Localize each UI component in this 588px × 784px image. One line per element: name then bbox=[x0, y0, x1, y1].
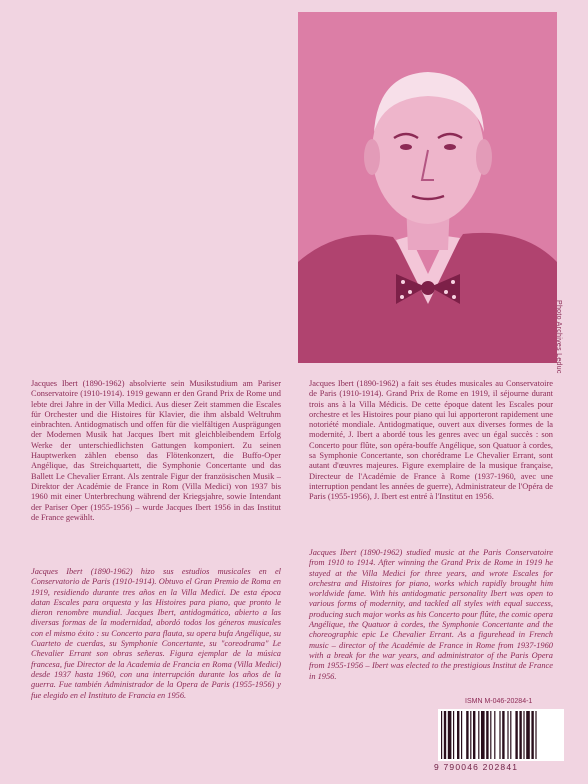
portrait-photo bbox=[298, 12, 557, 363]
barcode-bar bbox=[526, 711, 530, 759]
barcode-bar bbox=[453, 711, 454, 759]
barcode-bar bbox=[502, 711, 504, 759]
barcode-bar bbox=[519, 711, 521, 759]
barcode-bar bbox=[470, 711, 471, 759]
barcode-bar bbox=[490, 711, 491, 759]
barcode-bar bbox=[478, 711, 479, 759]
barcode-bar bbox=[507, 711, 508, 759]
barcode-bar bbox=[441, 711, 442, 759]
barcode-bar bbox=[499, 711, 500, 759]
barcode-bar bbox=[486, 711, 488, 759]
barcode-bar bbox=[457, 711, 459, 759]
barcode-bar bbox=[535, 711, 536, 759]
barcode-bar bbox=[466, 711, 468, 759]
barcode-bar bbox=[515, 711, 517, 759]
barcode-bar bbox=[481, 711, 485, 759]
barcode-bar bbox=[473, 711, 475, 759]
barcode-number: 9 790046 202841 bbox=[434, 762, 519, 772]
barcode-bar bbox=[461, 711, 462, 759]
biography-spanish: Jacques Ibert (1890-1962) hizo sus estudios musicales en el Conservatorio de Paris (1910-1914). Obtuvo el Gran Premio de Roma en 1919, residiendo durante tres años en la Villa Medici. De esta época datan Escales para orquesta y las Histoires para piano, que pronto le dieron renombre mundial. Jacques Ibert, antidogmático, abierto a las diversas formas de la modernidad, abordó todos los géneros musicales con el mismo éxito : su Concerto para flauta, su opera bufa Angélique, su Cuarteto de cuerdas, su Symphonie Concertante, su "coreodrama" Le Chevalier Errant son obras señeras. Figura ejemplar de la música francesa, fue Director de la Academia de Francia en Roma (Villa Medici) desde 1937 hasta 1960, con una interrupción durante los años de la guerra. Fue también Administrador de la Opera de Paris (1955-1956) y fue elegido en el Instituto de Francia en 1956. bbox=[31, 567, 281, 700]
ismn-label: ISMN M-046-20284-1 bbox=[465, 698, 533, 705]
photo-credit: Photo Archives Leduc bbox=[555, 300, 562, 374]
barcode-bar bbox=[448, 711, 452, 759]
barcode-bar bbox=[494, 711, 495, 759]
barcode-bar bbox=[531, 711, 533, 759]
biography-english: Jacques Ibert (1890-1962) studied music at the Paris Conservatoire from 1910 to 1914. After winning the Grand Prix de Rome in 1919 he stayed at the Villa Medici for three years, and wrote Escales for orchestra and Histoires for piano, works which rapidly brought him worldwide fame. With his antidogmatic personality Ibert was open to various forms of modernity, and tackled all styles with equal success, producing such major works as his Concerto pour flûte, the comic opera Angélique, the Quatuor à cordes, the Symphonie Concertante and the choreographic epic Le Chevalier Errant. As a figurehead in French music – director of the Académie de France in Rome from 1937-1960 with a break for the war years, and administrator of the Paris Opera from 1955-1956 – Ibert was elected to the prestigious Institut de France in 1956. bbox=[309, 548, 553, 681]
biography-german: Jacques Ibert (1890-1962) absolvierte sein Musikstudium am Pariser Conservatoire (1910-1914). 1919 gewann er den Grand Prix de Rome und lebte drei Jahre in der Villa Medici. Aus dieser Zeit stammen die Escales für Orchester und die Histoires für Klavier, die ihm alsbald Weltruhm einbrachten. Antidogmatisch und offen für die vielfältigen Ausprägungen der Modernen Musik hat Jacques Ibert mit gleichbleibendem Erfolg Werke der unterschiedlichsten Gattungen komponiert. Zu seinen Hauptwerken zählen ebenso das Flötenkonzert, die Buffo-Oper Angélique, das Streichquartett, die Symphonie Concertante und das Ballett Le Chevalier Errant. Als zentrale Figur der französischen Musik – Direktor der Académie de France in Rom (Villa Medici) von 1937 bis 1960 mit einer Unterbrechung während der Kriegsjahre, sowie Intendant der Pariser Oper (1955-1956) – wurde Jacques Ibert 1956 in das Institut de France gewählt. bbox=[31, 379, 281, 522]
barcode-bar bbox=[523, 711, 524, 759]
biography-french: Jacques Ibert (1890-1962) a fait ses études musicales au Conservatoire de Paris (1910-1914). Grand Prix de Rome en 1919, il séjourne durant trois ans à la Villa Médicis. De cette époque datent les Escales pour orchestre et les Histoires pour piano qui lui apporteront rapidement une notoriété mondiale. Antidogmatique, ouvert aux diverses formes de la modernité, J. Ibert a abordé tous les genres avec un égal succès : son Concerto pour flûte, son opéra-bouffe Angélique, son Quatuor à cordes, sa Symphonie Concertante, son chorédrame Le Chevalier Errant, sont autant d'œuvres majeures. Figure exemplaire de la musique française, Directeur de l'Académie de France à Rome (1937-1960, avec une interruption pendant les années de guerre), Administrateur de l'Opéra de Paris (1955-1956), J. Ibert est entré à l'Institut en 1956. bbox=[309, 379, 553, 502]
barcode-bar bbox=[444, 711, 446, 759]
barcode-bar bbox=[510, 711, 511, 759]
barcode bbox=[438, 709, 564, 761]
portrait-illustration bbox=[298, 12, 557, 363]
